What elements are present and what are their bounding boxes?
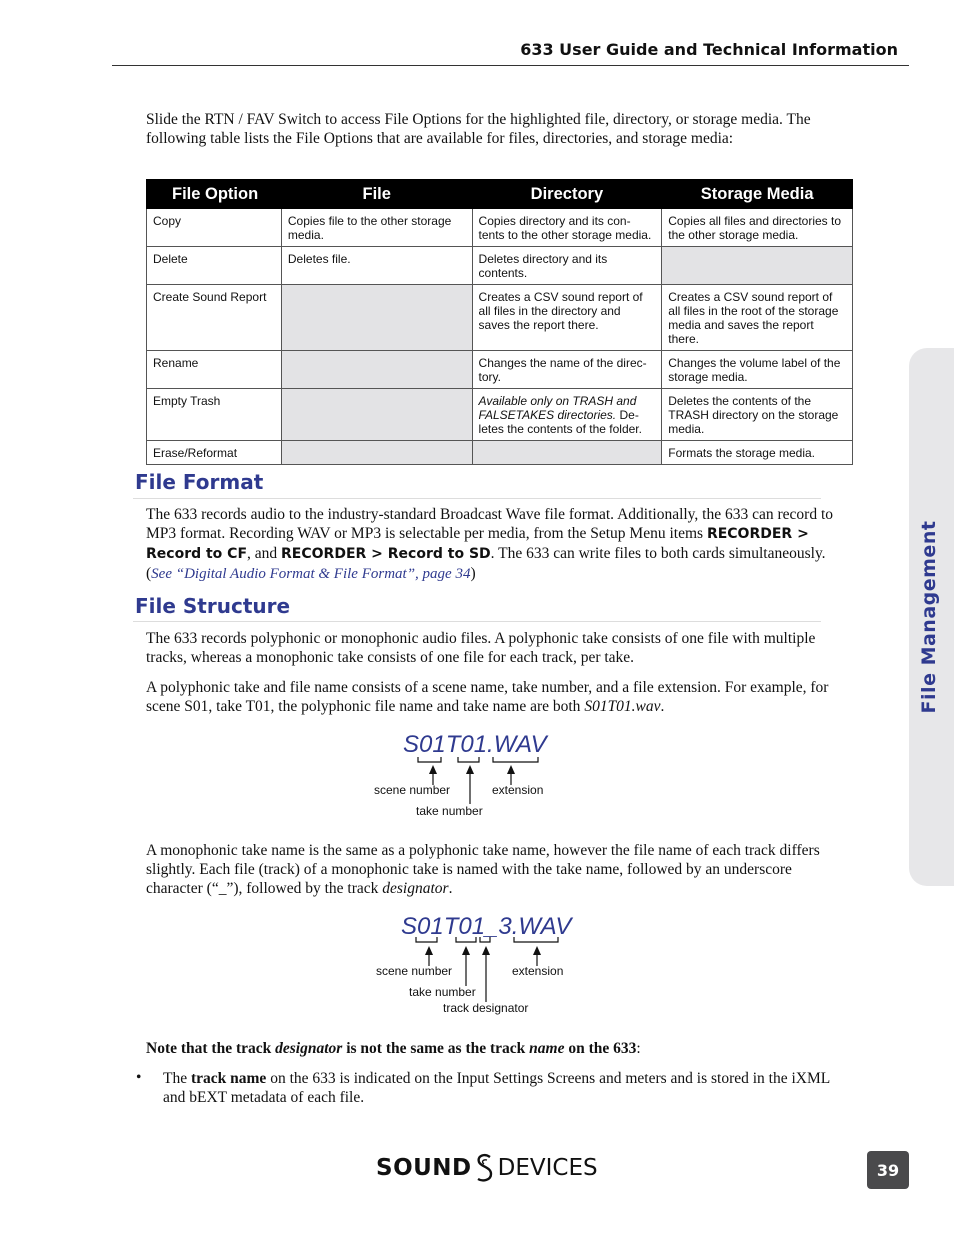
intro-paragraph: Slide the RTN / FAV Switch to access File Options for the highlighted file, directory, or storage media. The following table lists the File Options that are available for files, directories, and storage media: <box>146 111 811 147</box>
table-cell: Copies file to the other storage media. <box>281 209 472 247</box>
table-cell: Deletes the contents of the TRASH directory on the storage media. <box>662 389 853 441</box>
table-row <box>147 209 853 247</box>
cross-reference-link[interactable]: See “Digital Audio Format & File Format”, page 34 <box>151 566 471 582</box>
table-cell: Empty Trash <box>147 389 282 441</box>
table-header: Directory <box>472 180 662 209</box>
label-extension: extension <box>492 783 544 797</box>
table-cell-empty <box>281 389 472 441</box>
table-cell: Deletes directory and its contents. <box>472 247 662 285</box>
table-cell: Delete <box>147 247 282 285</box>
table-header: Storage Media <box>662 180 853 209</box>
table-header-row <box>147 180 853 209</box>
table-cell: Copies all files and directories to the other storage media. <box>662 209 853 247</box>
section-heading-file-structure: File Structure <box>135 594 291 618</box>
label-scene-number: scene number <box>374 783 451 797</box>
table-header: File Option <box>147 180 282 209</box>
table-row <box>147 441 853 465</box>
file-structure-paragraph-2: A polyphonic take and file name consists of a scene name, take number, and a file extension. For example, for scene S01, take T01, the polyphonic file name and take name are both S01T01.wav. <box>146 679 829 715</box>
table-cell: Deletes file. <box>281 247 472 285</box>
table-cell: Changes the name of the direc-tory. <box>472 351 662 389</box>
logo-word-sound: SOUND <box>376 1155 472 1181</box>
header-title: 633 User Guide and Technical Information <box>520 40 898 59</box>
table-cell-empty <box>662 247 853 285</box>
section-rule <box>133 498 821 499</box>
logo-word-devices: DEVICES <box>497 1155 598 1181</box>
label-track-designator: track designator <box>443 1001 529 1015</box>
table-cell: Erase/Reformat <box>147 441 282 465</box>
table-cell-empty <box>281 351 472 389</box>
table-cell: Creates a CSV sound report of all files in the directory and saves the report there. <box>472 285 662 351</box>
table-row <box>147 247 853 285</box>
file-structure-paragraph-1: The 633 records polyphonic or monophonic audio files. A polyphonic take consists of one file with multiple tracks, whereas a monophonic take consists of one file for each track, per take. <box>146 630 816 666</box>
table-cell: Copy <box>147 209 282 247</box>
logo-s-swirl-icon <box>474 1153 496 1183</box>
menu-path: RECORDER > Record to CF <box>146 526 809 562</box>
table-cell-empty <box>281 285 472 351</box>
table-cell: Formats the storage media. <box>662 441 853 465</box>
section-rule <box>133 621 821 622</box>
poly-filename-example: S01T01.WAV <box>403 731 547 758</box>
sound-devices-logo <box>376 1153 598 1183</box>
table-row <box>147 351 853 389</box>
table-header: File <box>281 180 472 209</box>
file-structure-paragraph-3: A monophonic take name is the same as a polyphonic take name, however the file name of each track differs slightly. Each file (track) of a monophonic take is named with the take name, followed by an underscore character (“_”), followed by the track designator. <box>146 842 820 897</box>
menu-path: RECORDER > Record to SD <box>281 546 491 562</box>
poly-filename-diagram <box>400 755 560 805</box>
table-cell: Changes the volume label of the storage media. <box>662 351 853 389</box>
table-cell: Creates a CSV sound report of all files in the root of the storage media and saves the report there. <box>662 285 853 351</box>
page-number: 39 <box>867 1151 909 1189</box>
table-cell: Available only on TRASH and FALSETAKES directories. De-letes the contents of the folder. <box>472 389 662 441</box>
label-extension: extension <box>512 964 564 978</box>
note-paragraph: Note that the track designator is not the same as the track name on the 633: <box>146 1040 641 1057</box>
label-take-number: take number <box>416 804 483 818</box>
header-rule <box>112 65 909 66</box>
table-cell-empty <box>281 441 472 465</box>
table-cell: Create Sound Report <box>147 285 282 351</box>
table-cell: Copies directory and its con-tents to the other storage media. <box>472 209 662 247</box>
file-format-paragraph: The 633 records audio to the industry-standard Broadcast Wave file format. Additionally, the 633 can record to MP3 format. Recording WAV or MP3 is selectable per media, from the Setup Menu items RECORDER > Record to CF, and RECORDER > Record to SD. The 633 can write files to both cards simultaneously. (See “Digital Audio Format & File Format”, page 34) <box>146 506 834 582</box>
bullet-marker: • <box>136 1069 142 1086</box>
table-row <box>147 285 853 351</box>
file-options-table <box>146 179 853 465</box>
table-cell-empty <box>472 441 662 465</box>
table-cell-italic: Available only on TRASH and FALSETAKES directories. <box>478 394 637 422</box>
bullet-item: The track name on the 633 is indicated on the Input Settings Screens and meters and is stored in the iXML and bEXT metadata of each file. <box>163 1070 830 1106</box>
table-row <box>147 389 853 441</box>
side-tab-label: File Management <box>918 520 940 714</box>
mono-filename-example: S01T01_3.WAV <box>401 913 572 940</box>
label-take-number: take number <box>409 985 476 999</box>
table-cell: Rename <box>147 351 282 389</box>
section-heading-file-format: File Format <box>135 470 264 494</box>
label-scene-number: scene number <box>376 964 453 978</box>
